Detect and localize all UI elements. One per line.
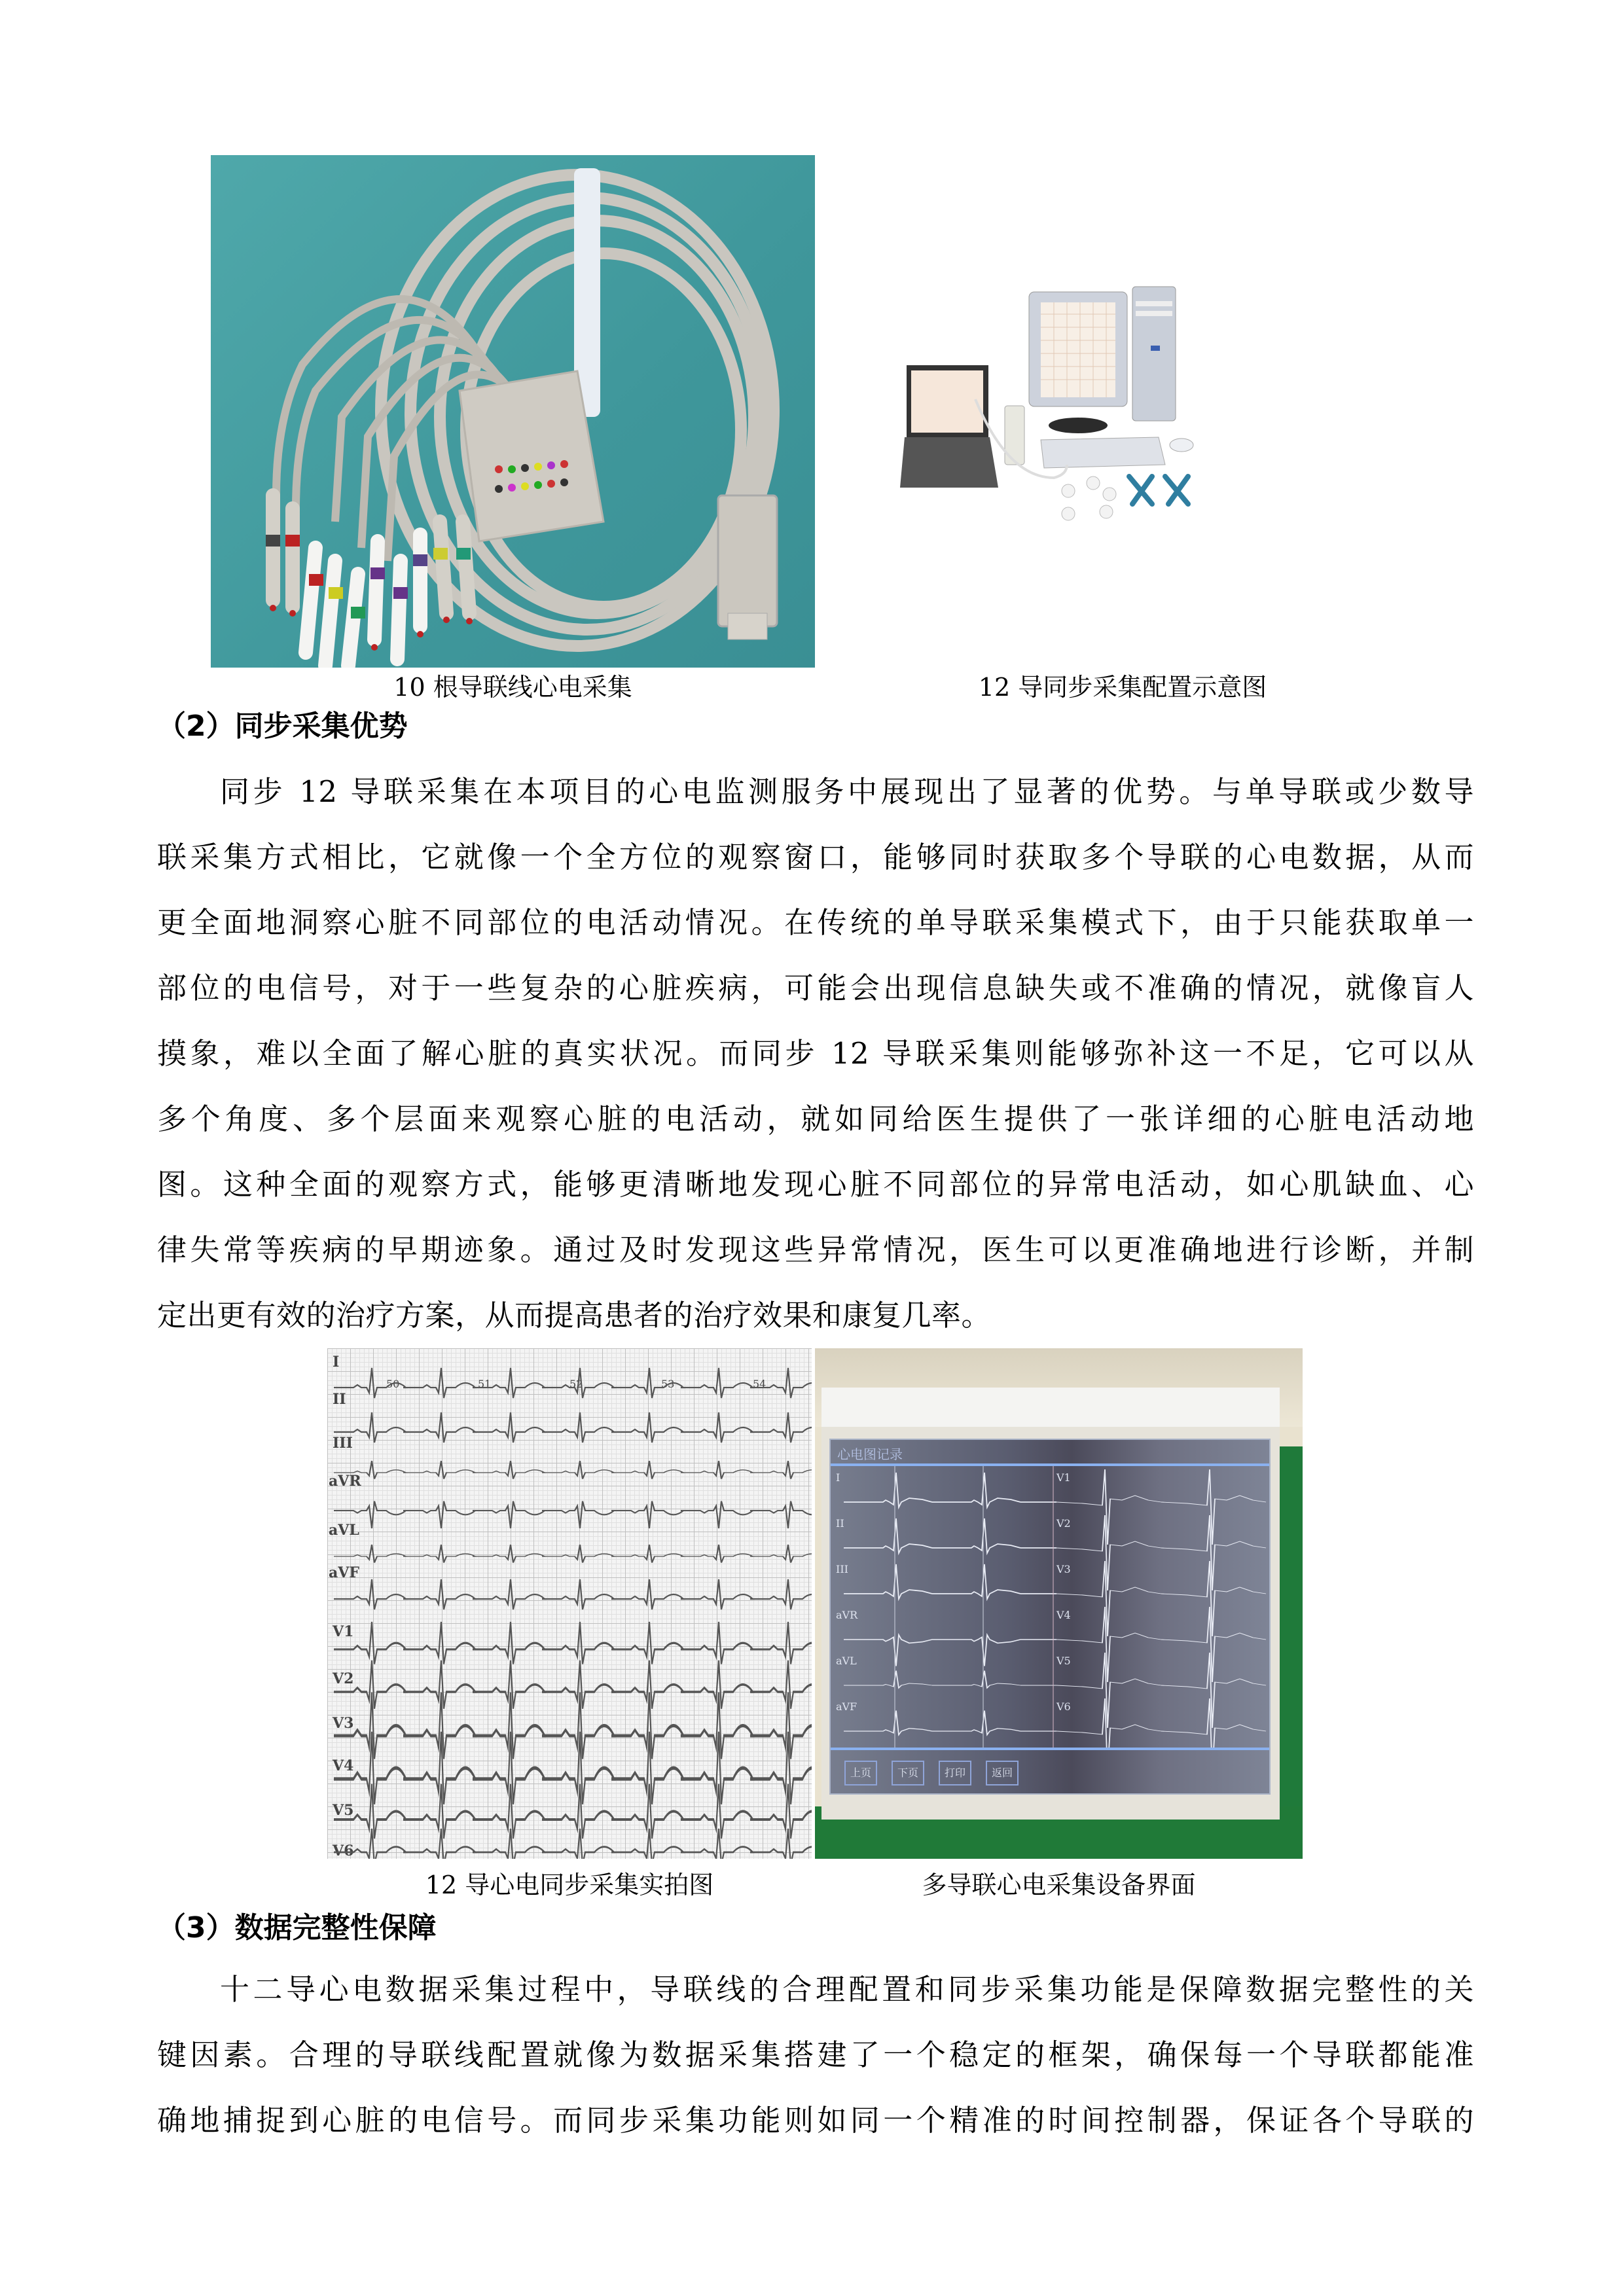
lead-label: V3 xyxy=(333,1715,354,1732)
beat-marker: 53 xyxy=(661,1378,675,1390)
lead-label: V1 xyxy=(333,1623,354,1640)
ecg-cable-photo xyxy=(211,155,815,668)
monitor-lead-label: V2 xyxy=(1056,1517,1071,1530)
screen-footer-rule xyxy=(831,1748,1269,1750)
lead-label: V5 xyxy=(333,1802,354,1819)
monitor-lead-label: V6 xyxy=(1056,1700,1071,1713)
monitor-lead-label: V1 xyxy=(1056,1471,1071,1484)
section-heading-data-integrity: （3）数据完整性保障 xyxy=(157,1911,437,1945)
section-heading-sync-advantage: （2）同步采集优势 xyxy=(157,709,408,743)
paragraph-line: 部位的电信号，对于一些复杂的心脏疾病，可能会出现信息缺失或不准确的情况，就像盲人 xyxy=(157,971,1474,1005)
figure-caption-ecg-paper: 12 导心电同步采集实拍图 xyxy=(425,1871,714,1899)
lead-label: aVL xyxy=(329,1522,359,1539)
beat-marker: 54 xyxy=(753,1378,767,1390)
lead-label: II xyxy=(333,1391,346,1408)
lead-label: aVF xyxy=(329,1564,359,1581)
lcd-screen xyxy=(829,1439,1271,1795)
lead-label: I xyxy=(333,1354,340,1371)
ecg-traces xyxy=(327,1348,812,1859)
monitor-lead-label: aVL xyxy=(836,1655,857,1667)
lead-label: V6 xyxy=(333,1842,354,1859)
paragraph-line: 确地捕捉到心脏的电信号。而同步采集功能则如同一个精准的时间控制器，保证各个导联的 xyxy=(157,2103,1474,2138)
beat-marker: 50 xyxy=(386,1378,400,1390)
lead-label: aVR xyxy=(329,1473,361,1490)
monitor-lead-label: aVR xyxy=(836,1609,858,1621)
paragraph-line: 多个角度、多个层面来观察心脏的电活动，就如同给医生提供了一张详细的心脏电活动地 xyxy=(157,1102,1474,1136)
paragraph-line: 联采集方式相比，它就像一个全方位的观察窗口，能够同时获取多个导联的心电数据，从而 xyxy=(157,840,1474,874)
monitor-lead-label: I xyxy=(836,1471,840,1484)
ecg-cable-illustration xyxy=(211,155,815,668)
paragraph-line: 同步 12 导联采集在本项目的心电监测服务中展现出了显著的优势。与单导联或少数导 xyxy=(220,774,1474,809)
monitor-lead-label: aVF xyxy=(836,1700,857,1713)
figure-caption-config: 12 导同步采集配置示意图 xyxy=(978,673,1267,702)
print-button: 打印 xyxy=(939,1761,971,1785)
figure-caption-cable: 10 根导联线心电采集 xyxy=(393,673,632,702)
ecg-device-monitor-photo xyxy=(815,1348,1303,1859)
lead-label: III xyxy=(333,1435,353,1452)
screen-title: 心电图记录 xyxy=(837,1446,903,1462)
figure-caption-monitor: 多导联心电采集设备界面 xyxy=(922,1871,1196,1899)
monitor-ecg-traces xyxy=(831,1466,1269,1748)
prev-page-button: 上页 xyxy=(844,1761,877,1785)
paragraph-line: 定出更有效的治疗方案，从而提高患者的治疗效果和康复几率。 xyxy=(157,1298,992,1333)
paragraph-line: 律失常等疾病的早期迹象。通过及时发现这些异常情况，医生可以更准确地进行诊断，并制 xyxy=(157,1232,1474,1267)
return-button: 返回 xyxy=(986,1761,1019,1785)
paragraph-line: 摸象，难以全面了解心脏的真实状况。而同步 12 导联采集则能够弥补这一不足，它可以从 xyxy=(157,1036,1474,1071)
beat-marker: 51 xyxy=(478,1378,492,1390)
config-diagram-photo xyxy=(877,268,1368,533)
monitor-lead-label: V5 xyxy=(1056,1655,1071,1667)
paragraph-line: 十二导心电数据采集过程中，导联线的合理配置和同步采集功能是保障数据完整性的关 xyxy=(220,1972,1474,2007)
lead-label: V2 xyxy=(333,1670,354,1687)
paragraph-line: 键因素。合理的导联线配置就像为数据采集搭建了一个稳定的框架，确保每一个导联都能准 xyxy=(157,2037,1474,2072)
beat-marker: 52 xyxy=(569,1378,583,1390)
monitor-lead-label: V3 xyxy=(1056,1563,1071,1575)
paragraph-line: 更全面地洞察心脏不同部位的电活动情况。在传统的单导联采集模式下，由于只能获取单一 xyxy=(157,905,1474,940)
section3-paragraph xyxy=(157,1957,1474,2153)
lead-label: V4 xyxy=(333,1757,354,1774)
section2-paragraph xyxy=(157,759,1474,1348)
next-page-button: 下页 xyxy=(892,1761,924,1785)
monitor-lead-label: III xyxy=(836,1563,848,1575)
ecg-paper-photo xyxy=(327,1348,812,1859)
monitor-lead-label: V4 xyxy=(1056,1609,1071,1621)
monitor-lead-label: II xyxy=(836,1517,844,1530)
paragraph-line: 图。这种全面的观察方式，能够更清晰地发现心脏不同部位的异常电活动，如心肌缺血、心 xyxy=(157,1167,1474,1202)
ecg-workstation-illustration xyxy=(877,268,1368,533)
